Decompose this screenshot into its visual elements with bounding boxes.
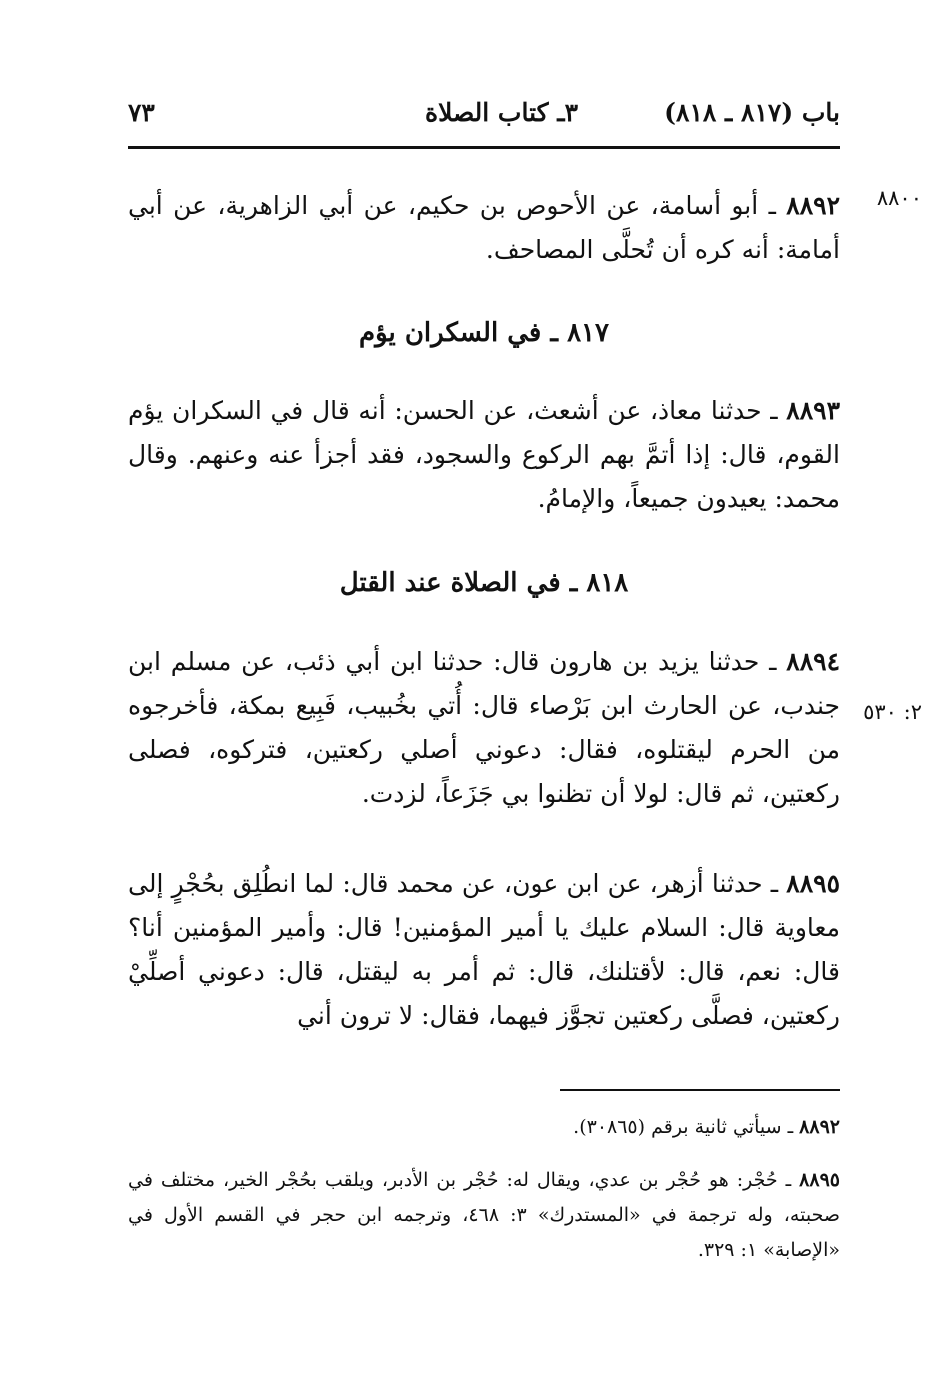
footnote-text: ـ حُجْر: هو حُجْر بن عدي، ويقال له: حُجْر بن الأدبر، ويلقب بحُجْر الخير، مختلف في صحبته، وله ترجمة في «المستدرك» ٣: ٤٦٨، وترجمه ابن حجر في القسم الأول في «الإصابة» ١: ٣٢٩.	[128, 1169, 840, 1261]
footnote-number: ٨٨٩٢	[799, 1116, 840, 1138]
footnote-text: ـ سيأتي ثانية برقم (٣٠٨٦٥).	[573, 1116, 800, 1138]
entry-8892	[128, 184, 840, 272]
entry-text: ـ أبو أسامة، عن الأحوص بن حكيم، عن أبي الزاهرية، عن أبي أمامة: أنه كره أن تُحلَّى المصاحف.	[128, 191, 840, 264]
footnote-separator	[560, 1089, 840, 1091]
entry-number: ٨٨٩٣	[786, 396, 840, 425]
chapter-heading-817: ٨١٧ ـ في السكران يؤم	[359, 318, 609, 348]
book-title: ٣ـ كتاب الصلاة	[424, 98, 578, 127]
chapter-range: باب (٨١٧ ـ ٨١٨)	[664, 98, 840, 127]
running-header	[128, 98, 840, 142]
entry-text: ـ حدثنا يزيد بن هارون قال: حدثنا ابن أبي ذئب، عن مسلم ابن جندب، عن الحارث ابن بَرْصاء قال: أُتي بخُبيب، فَبِيع بمكة، فأخرجوه من الحرم ليقتلوه، فقال: دعوني أصلي ركعتين، فتركوه، فصلى ركعتين، ثم قال: لولا أن تظنوا بي جَزَعاً، لزدت.	[128, 647, 840, 808]
header-rule	[128, 146, 840, 149]
chapter-heading-818: ٨١٨ ـ في الصلاة عند القتل	[339, 568, 629, 598]
footnote-8895	[128, 1163, 840, 1268]
entry-8895	[128, 862, 840, 1038]
margin-reference: ٨٨٠٠	[876, 186, 922, 210]
entry-text: ـ حدثنا أزهر، عن ابن عون، عن محمد قال: لما انطُلِق بحُجْرٍ إلى معاوية قال: السلام عليك يا أمير المؤمنين! قال: وأمير المؤمنين أنا؟ قال: نعم، قال: لأقتلنك، قال: ثم أمر به ليقتل، قال: دعوني أصلِّيْ ركعتين، فصلَّى ركعتين تجوَّز فيهما، فقال: لا ترون أني	[128, 869, 840, 1030]
entry-text: ـ حدثنا معاذ، عن أشعث، عن الحسن: أنه قال في السكران يؤم القوم، قال: إذا أتمَّ بهم الركوع والسجود، فقد أجزأ عنه وعنهم. وقال محمد: يعيدون جميعاً، والإمامُ.	[128, 396, 840, 513]
footnote-number: ٨٨٩٥	[799, 1169, 840, 1191]
footnote-8892	[128, 1110, 840, 1145]
entry-8893	[128, 389, 840, 521]
page-number: ٧٣	[128, 98, 155, 127]
entry-8894	[128, 640, 840, 816]
entry-number: ٨٨٩٤	[786, 647, 840, 676]
margin-reference: ٢: ٥٣٠	[863, 700, 922, 724]
entry-number: ٨٨٩٥	[786, 869, 840, 898]
entry-number: ٨٨٩٢	[786, 191, 840, 220]
